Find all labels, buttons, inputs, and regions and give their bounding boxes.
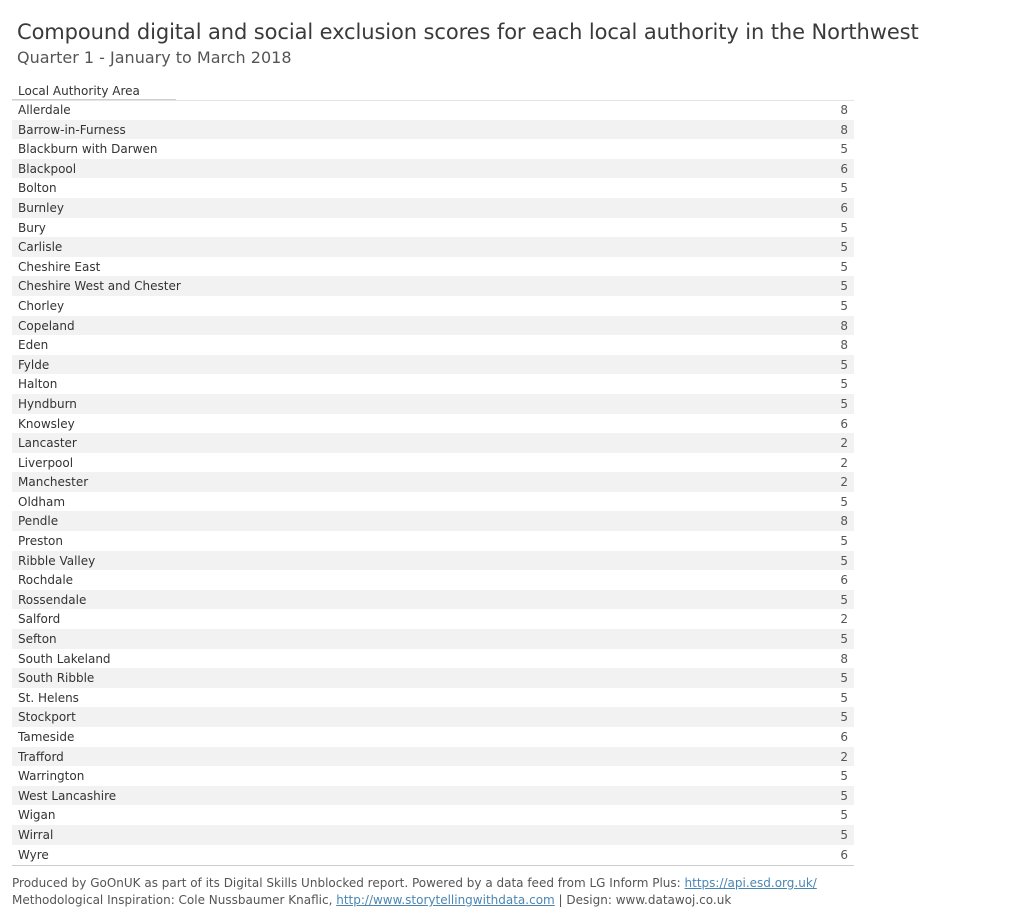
row-score-value: 8 bbox=[840, 103, 848, 117]
footer-design-text: | Design: www.datawoj.co.uk bbox=[554, 893, 732, 907]
table-row[interactable] bbox=[12, 727, 854, 747]
row-authority-name: Copeland bbox=[18, 318, 75, 333]
row-authority-name: Allerdale bbox=[18, 103, 71, 117]
row-authority-name: Eden bbox=[18, 338, 49, 353]
table-body bbox=[12, 100, 854, 864]
row-score-value: 5 bbox=[840, 592, 848, 607]
footer-credit-line bbox=[12, 876, 817, 890]
row-score-value: 5 bbox=[840, 769, 848, 784]
table-row[interactable] bbox=[12, 766, 854, 786]
row-score-value: 5 bbox=[840, 357, 848, 372]
row-authority-name: Burnley bbox=[18, 200, 64, 215]
table-row[interactable] bbox=[12, 472, 854, 492]
row-authority-name: Stockport bbox=[18, 710, 76, 725]
row-authority-name: Warrington bbox=[18, 769, 85, 784]
table-row[interactable] bbox=[12, 668, 854, 688]
table-row[interactable] bbox=[12, 629, 854, 649]
row-score-value: 5 bbox=[840, 142, 848, 157]
row-authority-name: Bury bbox=[18, 220, 46, 235]
row-authority-name: Wyre bbox=[18, 847, 49, 862]
table-row[interactable] bbox=[12, 414, 854, 434]
table-row[interactable] bbox=[12, 218, 854, 238]
table-row[interactable] bbox=[12, 531, 854, 551]
row-authority-name: Preston bbox=[18, 534, 63, 549]
footer-inspiration-line bbox=[12, 893, 731, 907]
row-score-value: 2 bbox=[840, 455, 848, 470]
row-score-value: 5 bbox=[840, 298, 848, 313]
row-authority-name: Fylde bbox=[18, 357, 50, 372]
row-authority-name: South Ribble bbox=[18, 671, 95, 686]
footer-credit-text: Produced by GoOnUK as part of its Digital Skills Unblocked report. Powered by a data feed from LG Inform Plus: bbox=[12, 876, 685, 890]
table-row[interactable] bbox=[12, 100, 854, 120]
row-score-value: 5 bbox=[840, 396, 848, 411]
row-authority-name: Lancaster bbox=[18, 436, 77, 451]
row-score-value: 5 bbox=[840, 788, 848, 803]
row-authority-name: Oldham bbox=[18, 494, 66, 509]
row-score-value: 5 bbox=[840, 259, 848, 274]
table-row[interactable] bbox=[12, 707, 854, 727]
table-row[interactable] bbox=[12, 296, 854, 316]
row-score-value: 5 bbox=[840, 827, 848, 842]
row-score-value: 2 bbox=[840, 475, 848, 490]
row-score-value: 5 bbox=[840, 534, 848, 549]
row-authority-name: Bolton bbox=[18, 181, 57, 196]
row-score-value: 6 bbox=[840, 847, 848, 862]
footer-inspiration-text: Methodological Inspiration: Cole Nussbaumer Knaflic, bbox=[12, 893, 337, 907]
row-score-value: 5 bbox=[840, 671, 848, 686]
row-authority-name: Liverpool bbox=[18, 455, 74, 470]
row-authority-name: Carlisle bbox=[18, 240, 63, 255]
table-row[interactable] bbox=[12, 845, 854, 865]
row-score-value: 2 bbox=[840, 436, 848, 451]
row-score-value: 6 bbox=[840, 200, 848, 215]
row-authority-name: West Lancashire bbox=[18, 788, 117, 803]
table-row[interactable] bbox=[12, 825, 854, 845]
page-subtitle: Quarter 1 - January to March 2018 bbox=[17, 48, 292, 67]
row-score-value: 8 bbox=[840, 318, 848, 333]
table-row[interactable] bbox=[12, 511, 854, 531]
row-score-value: 2 bbox=[840, 749, 848, 764]
table-row[interactable] bbox=[12, 649, 854, 669]
row-authority-name: Tameside bbox=[18, 730, 75, 744]
row-score-value: 6 bbox=[840, 416, 848, 431]
row-authority-name: Cheshire East bbox=[18, 259, 101, 274]
table-row[interactable] bbox=[12, 786, 854, 806]
row-authority-name: Wigan bbox=[18, 808, 56, 823]
table-row[interactable] bbox=[12, 198, 854, 218]
table-row[interactable] bbox=[12, 276, 854, 296]
row-authority-name: Blackburn with Darwen bbox=[18, 142, 158, 157]
table-row[interactable] bbox=[12, 492, 854, 512]
table-row[interactable] bbox=[12, 551, 854, 571]
table-row[interactable] bbox=[12, 570, 854, 590]
table-row[interactable] bbox=[12, 139, 854, 159]
row-authority-name: Salford bbox=[18, 612, 61, 627]
row-score-value: 5 bbox=[840, 710, 848, 725]
row-authority-name: South Lakeland bbox=[18, 651, 111, 666]
row-score-value: 5 bbox=[840, 494, 848, 509]
row-authority-name: Sefton bbox=[18, 632, 57, 647]
table-row[interactable] bbox=[12, 394, 854, 414]
table-row[interactable] bbox=[12, 178, 854, 198]
page-title: Compound digital and social exclusion scores for each local authority in the Northwest bbox=[17, 20, 919, 44]
row-authority-name: Chorley bbox=[18, 298, 65, 313]
table-row[interactable] bbox=[12, 257, 854, 277]
table-row[interactable] bbox=[12, 590, 854, 610]
row-authority-name: Blackpool bbox=[18, 161, 77, 176]
row-score-value: 8 bbox=[840, 338, 848, 353]
row-score-value: 8 bbox=[840, 514, 848, 529]
table-row[interactable] bbox=[12, 747, 854, 767]
table-row[interactable] bbox=[12, 609, 854, 629]
row-score-value: 5 bbox=[840, 553, 848, 568]
row-authority-name: Hyndburn bbox=[18, 396, 77, 411]
row-authority-name: Knowsley bbox=[18, 416, 75, 431]
table-row[interactable] bbox=[12, 374, 854, 394]
row-score-value: 8 bbox=[840, 122, 848, 137]
row-authority-name: Trafford bbox=[18, 749, 64, 764]
row-score-value: 8 bbox=[840, 651, 848, 666]
row-authority-name: Pendle bbox=[18, 514, 59, 529]
column-header-local-authority[interactable]: Local Authority Area bbox=[18, 84, 140, 98]
table-row[interactable] bbox=[12, 355, 854, 375]
row-authority-name: Wirral bbox=[18, 827, 54, 842]
table-row[interactable] bbox=[12, 159, 854, 179]
row-score-value: 5 bbox=[840, 181, 848, 196]
row-authority-name: St. Helens bbox=[18, 690, 79, 705]
table-row[interactable] bbox=[12, 120, 854, 140]
storytelling-link[interactable]: http://www.storytellingwithdata.com bbox=[336, 893, 555, 907]
row-authority-name: Rochdale bbox=[18, 573, 74, 588]
row-score-value: 6 bbox=[840, 730, 848, 744]
row-score-value: 5 bbox=[840, 220, 848, 235]
row-score-value: 5 bbox=[840, 808, 848, 823]
row-score-value: 5 bbox=[840, 690, 848, 705]
table-bottom-divider bbox=[12, 865, 854, 866]
table-row[interactable] bbox=[12, 316, 854, 336]
row-score-value: 5 bbox=[840, 240, 848, 255]
row-authority-name: Cheshire West and Chester bbox=[18, 279, 181, 294]
row-score-value: 5 bbox=[840, 632, 848, 647]
row-score-value: 6 bbox=[840, 161, 848, 176]
table-row[interactable] bbox=[12, 688, 854, 708]
table-row[interactable] bbox=[12, 433, 854, 453]
row-authority-name: Rossendale bbox=[18, 592, 87, 607]
row-score-value: 5 bbox=[840, 377, 848, 392]
table-row[interactable] bbox=[12, 453, 854, 473]
row-score-value: 5 bbox=[840, 279, 848, 294]
row-authority-name: Manchester bbox=[18, 475, 89, 490]
table-row[interactable] bbox=[12, 805, 854, 825]
api-link[interactable]: https://api.esd.org.uk/ bbox=[684, 876, 817, 890]
table-row[interactable] bbox=[12, 335, 854, 355]
table-row[interactable] bbox=[12, 237, 854, 257]
row-authority-name: Halton bbox=[18, 377, 58, 392]
row-authority-name: Ribble Valley bbox=[18, 553, 96, 568]
row-score-value: 6 bbox=[840, 573, 848, 588]
row-authority-name: Barrow-in-Furness bbox=[18, 122, 126, 137]
row-score-value: 2 bbox=[840, 612, 848, 627]
